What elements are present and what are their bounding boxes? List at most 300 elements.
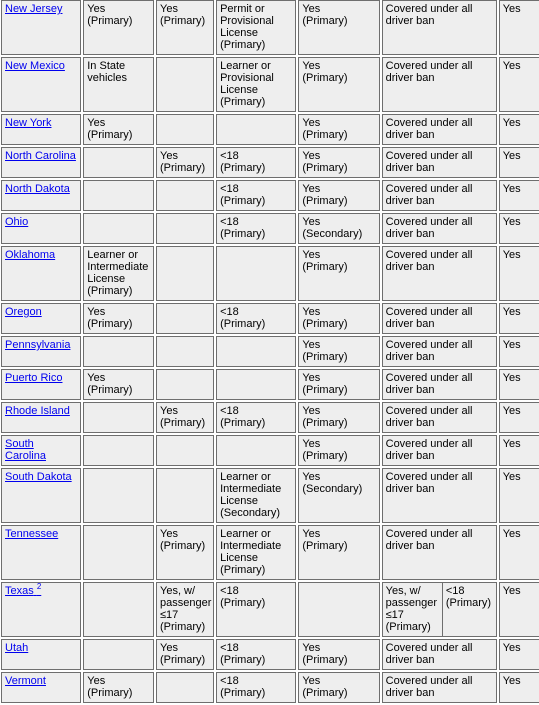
law-cell: [83, 582, 154, 637]
cell-line: Provisional: [220, 15, 274, 27]
law-cell: [382, 435, 497, 466]
cell-line: (Primary): [385, 621, 431, 633]
state-name: Puerto Rico: [5, 372, 63, 384]
cell-line: Yes: [160, 528, 178, 540]
law-cell: [382, 525, 497, 580]
law-cell: [83, 525, 154, 580]
law-cell: [216, 147, 296, 178]
cell-line: License: [220, 84, 258, 96]
cell-line: (Primary): [302, 540, 348, 552]
law-cell: [156, 180, 214, 211]
law-cell: [298, 0, 379, 55]
table-row: [1, 0, 539, 55]
state-cell: [1, 672, 81, 703]
state-name: North Dakota: [5, 183, 70, 195]
cell-line: Permit or: [220, 3, 265, 15]
state-link[interactable]: [5, 216, 28, 228]
cell-line: (Primary): [220, 654, 266, 666]
cell-line: License: [87, 273, 126, 285]
cell-line: (Primary): [220, 195, 266, 207]
law-cell: [156, 336, 214, 367]
state-cell: [1, 114, 81, 145]
law-cell: [83, 672, 154, 703]
cell-line: (Primary): [87, 687, 133, 699]
cell-line: Yes: [502, 471, 521, 483]
state-name: Oregon: [5, 306, 42, 318]
law-cell: [156, 672, 214, 703]
law-cell: [216, 0, 296, 55]
cell-line: Yes: [302, 372, 321, 384]
law-cell: [499, 180, 539, 211]
law-cell: [382, 468, 497, 523]
law-cell: [499, 435, 539, 466]
table-row: [1, 180, 539, 211]
cell-line: Yes: [302, 117, 321, 129]
state-cell: [1, 303, 81, 334]
law-cell: [298, 114, 379, 145]
cell-line: (Primary): [160, 654, 206, 666]
table-row: [1, 639, 539, 670]
cell-line: <18: [220, 585, 239, 597]
law-cell: [216, 468, 296, 523]
cell-line: Yes: [502, 372, 521, 384]
law-cell: [298, 246, 379, 301]
state-cell: [1, 180, 81, 211]
law-cell: [382, 639, 497, 670]
cell-line: Yes: [502, 3, 521, 15]
cell-line: Yes: [87, 306, 106, 318]
cell-line: (Primary): [302, 162, 348, 174]
cell-line: (Primary): [87, 384, 133, 396]
cell-line: Yes: [302, 306, 321, 318]
state-cell: [1, 525, 81, 580]
law-cell: [216, 582, 296, 637]
cell-line: driver ban: [385, 228, 435, 240]
law-cell: [156, 213, 214, 244]
law-cell: [156, 468, 214, 523]
law-cell: [499, 639, 539, 670]
law-cell: [83, 147, 154, 178]
law-cell: [83, 213, 154, 244]
law-cell: [382, 672, 497, 703]
table-row: [1, 336, 539, 367]
law-cell: [83, 246, 154, 301]
law-cell: [499, 402, 539, 433]
law-cell: [382, 336, 497, 367]
cell-line: Covered under all: [385, 183, 473, 195]
cell-line: vehicles: [87, 72, 127, 84]
law-cell: [156, 0, 214, 55]
law-cell: [499, 147, 539, 178]
law-cell: [382, 246, 497, 301]
cell-line: Yes: [502, 216, 521, 228]
cell-line: (Primary): [302, 261, 348, 273]
cell-line: (Primary): [160, 15, 206, 27]
table-row: [1, 147, 539, 178]
table-row: [1, 402, 539, 433]
law-cell: [156, 57, 214, 112]
cell-line: (Primary): [220, 162, 266, 174]
state-name: North Carolina: [5, 150, 76, 162]
cell-line: Yes: [502, 117, 521, 129]
law-cell: [216, 57, 296, 112]
cell-line: (Primary): [160, 417, 206, 429]
state-cell: [1, 435, 81, 466]
law-cell: [83, 435, 154, 466]
cell-line: <18: [220, 675, 239, 687]
cell-line: (Primary): [220, 318, 266, 330]
law-cell: [216, 114, 296, 145]
cell-line: Covered under all: [385, 471, 473, 483]
cell-line: passenger: [160, 597, 212, 609]
state-link[interactable]: [5, 405, 70, 417]
cell-line: Covered under all: [385, 150, 473, 162]
cell-line: (Primary): [302, 687, 348, 699]
law-cell: [83, 639, 154, 670]
state-cell: [1, 468, 81, 523]
cell-line: Yes: [302, 405, 321, 417]
cell-line: Yes: [302, 642, 321, 654]
law-cell: [499, 246, 539, 301]
cell-line: (Primary): [87, 129, 133, 141]
cell-line: Yes: [302, 528, 321, 540]
cell-line: Yes: [302, 150, 321, 162]
law-cell: [298, 336, 379, 367]
law-cell: [499, 213, 539, 244]
state-name: Tennessee: [5, 528, 59, 540]
law-cell: [382, 0, 497, 55]
state-link[interactable]: [5, 249, 55, 261]
cell-line: Yes: [302, 471, 321, 483]
cell-line: Covered under all: [385, 216, 473, 228]
cell-line: Yes: [302, 183, 321, 195]
law-cell: [83, 369, 154, 400]
cell-line: <18: [220, 405, 239, 417]
cell-line: License: [220, 552, 258, 564]
cell-line: Learner or: [220, 471, 271, 483]
cell-line: <18: [220, 183, 239, 195]
cell-line: Covered under all: [385, 675, 473, 687]
cell-line: (Primary): [302, 129, 348, 141]
cell-line: Yes: [87, 3, 106, 15]
state-name: Utah: [5, 642, 29, 654]
law-cell: [83, 402, 154, 433]
cell-line: Yes: [160, 642, 178, 654]
law-cell: [156, 402, 214, 433]
law-cell: [298, 468, 379, 523]
cell-line: Yes: [502, 150, 521, 162]
cell-line: Covered under all: [385, 438, 473, 450]
state-cell: [1, 57, 81, 112]
state-link[interactable]: [5, 642, 28, 654]
law-cell: [156, 369, 214, 400]
state-name: South Carolina: [5, 438, 46, 462]
law-cell: [499, 0, 539, 55]
cell-line: driver ban: [385, 195, 435, 207]
cell-line: (Primary): [220, 96, 266, 108]
cell-line: (Primary): [160, 162, 206, 174]
table-row: [1, 246, 539, 301]
cell-line: Covered under all: [385, 642, 473, 654]
cell-line: (Primary): [220, 228, 266, 240]
law-cell: [83, 180, 154, 211]
cell-line: Yes: [502, 438, 521, 450]
law-cell: [83, 57, 154, 112]
state-link[interactable]: [5, 528, 58, 540]
law-cell: [216, 246, 296, 301]
cell-line: Yes: [302, 339, 321, 351]
state-cell: [1, 369, 81, 400]
cell-line: Covered under all: [385, 249, 473, 261]
cell-line: driver ban: [385, 384, 435, 396]
law-cell: [382, 147, 497, 178]
cell-line: driver ban: [385, 540, 435, 552]
cell-line: <18: [220, 216, 239, 228]
law-cell: [156, 435, 214, 466]
cell-line: (Secondary): [302, 228, 363, 240]
cell-line: driver ban: [385, 72, 435, 84]
cell-line: Covered under all: [385, 528, 473, 540]
cell-line: (Secondary): [302, 483, 363, 495]
state-link[interactable]: [5, 675, 46, 687]
law-cell: [83, 468, 154, 523]
cell-line: Yes, w/: [160, 585, 196, 597]
law-cell: [382, 369, 497, 400]
state-cell: [1, 336, 81, 367]
cell-line: Yes: [160, 3, 178, 15]
cell-line: driver ban: [385, 450, 435, 462]
law-cell: [156, 582, 214, 637]
law-cell: [382, 303, 497, 334]
cell-line: (Primary): [160, 621, 206, 633]
law-cell: [382, 402, 497, 433]
state-name: Vermont: [5, 675, 46, 687]
cell-line: (Primary): [302, 72, 348, 84]
law-cell: [83, 336, 154, 367]
cell-line: Yes: [502, 675, 521, 687]
law-cell: [298, 213, 379, 244]
state-link[interactable]: [5, 117, 51, 129]
cell-line: Yes, w/: [385, 585, 421, 597]
state-cell: [1, 147, 81, 178]
table-row: [1, 582, 539, 637]
cell-line: Yes: [502, 528, 521, 540]
cell-line: driver ban: [385, 162, 435, 174]
law-cell: [298, 303, 379, 334]
law-cell: [499, 369, 539, 400]
state-name: New Mexico: [5, 60, 65, 72]
cell-line: License: [220, 495, 258, 507]
law-cell: [499, 525, 539, 580]
cell-line: driver ban: [385, 687, 435, 699]
law-cell: [499, 672, 539, 703]
cell-line: Intermediate: [87, 261, 149, 273]
law-cell: [216, 213, 296, 244]
cell-line: ≤17: [385, 609, 404, 621]
cell-line: Covered under all: [385, 339, 473, 351]
table-row: [1, 672, 539, 703]
table-row: [1, 525, 539, 580]
law-cell: [382, 114, 497, 145]
footnote-ref[interactable]: 2: [36, 582, 42, 591]
cell-line: <18: [445, 585, 465, 597]
cell-line: (Primary): [220, 597, 266, 609]
cell-line: Yes: [302, 438, 321, 450]
cell-line: Yes: [160, 150, 178, 162]
table-body: [1, 0, 539, 703]
law-cell: [382, 213, 497, 244]
law-cell: [499, 303, 539, 334]
cell-line: Covered under all: [385, 3, 473, 15]
cell-line: Yes: [502, 339, 521, 351]
cell-line: <18: [220, 150, 239, 162]
law-cell: [216, 435, 296, 466]
cell-line: Covered under all: [385, 117, 473, 129]
state-cell: [1, 639, 81, 670]
state-name: Rhode Island: [5, 405, 70, 417]
cell-line: Learner or: [87, 249, 139, 261]
state-link[interactable]: [5, 183, 70, 195]
cell-line: (Primary): [302, 15, 348, 27]
cell-line: driver ban: [385, 483, 435, 495]
cell-line: (Primary): [302, 384, 348, 396]
cell-line: Yes: [502, 642, 521, 654]
cell-line: Yes: [160, 405, 178, 417]
cell-line: Covered under all: [385, 60, 473, 72]
cell-line: Intermediate: [220, 540, 282, 552]
cell-line: (Primary): [220, 39, 266, 51]
state-link[interactable]: [5, 150, 76, 162]
law-cell: [156, 639, 214, 670]
cell-line: (Primary): [160, 540, 206, 552]
state-link[interactable]: [5, 471, 72, 483]
cell-line: Yes: [502, 183, 521, 195]
law-cell: [298, 639, 379, 670]
law-cell: [298, 435, 379, 466]
cell-line: (Primary): [302, 654, 348, 666]
law-cell: [499, 336, 539, 367]
law-cell: [216, 672, 296, 703]
state-cell: [1, 0, 81, 55]
cell-line: (Primary): [220, 417, 266, 429]
table-row: [1, 435, 539, 466]
law-cell: [156, 147, 214, 178]
table-row: [1, 114, 539, 145]
law-cell: [216, 303, 296, 334]
law-cell: [382, 180, 497, 211]
state-name: Texas: [5, 585, 34, 597]
state-link[interactable]: [5, 438, 46, 462]
table-row: [1, 57, 539, 112]
state-name: New York: [5, 117, 52, 129]
law-cell: [298, 525, 379, 580]
state-cell: [1, 402, 81, 433]
law-cell: [216, 402, 296, 433]
cell-line: (Primary): [302, 450, 348, 462]
cell-line: Yes: [302, 60, 321, 72]
cell-line: (Primary): [87, 285, 133, 297]
law-cell: [298, 582, 379, 637]
cell-line: Yes: [502, 585, 521, 597]
cell-line: (Primary): [87, 15, 133, 27]
law-cell: [298, 672, 379, 703]
law-cell: [298, 402, 379, 433]
cell-line: (Primary): [302, 318, 348, 330]
cell-line: Yes: [302, 3, 321, 15]
cell-line: In State: [87, 60, 126, 72]
state-name: New Jersey: [5, 3, 63, 15]
cell-line: driver ban: [385, 654, 435, 666]
law-cell: [156, 303, 214, 334]
cell-line: Learner or: [220, 528, 271, 540]
cell-line: passenger: [385, 597, 437, 609]
split-left: [383, 583, 443, 636]
state-link[interactable]: [5, 60, 65, 72]
cell-line: <18: [220, 306, 239, 318]
cell-line: driver ban: [385, 417, 435, 429]
cell-line: (Secondary): [220, 507, 280, 519]
cell-line: Covered under all: [385, 372, 473, 384]
law-cell: [216, 336, 296, 367]
cell-line: driver ban: [385, 261, 435, 273]
cell-line: Yes: [302, 675, 321, 687]
split-subtable: [383, 583, 496, 636]
cell-line: (Primary): [220, 687, 266, 699]
cell-line: Yes: [502, 60, 521, 72]
law-cell: [83, 0, 154, 55]
law-cell: [298, 180, 379, 211]
split-right: [443, 583, 496, 636]
law-cell: [156, 114, 214, 145]
law-cell: [216, 180, 296, 211]
cell-line: Intermediate: [220, 483, 282, 495]
cell-line: Yes: [87, 372, 106, 384]
law-cell: [298, 57, 379, 112]
law-cell: [499, 57, 539, 112]
table-row: [1, 468, 539, 523]
law-cell: [499, 114, 539, 145]
cell-line: Covered under all: [385, 306, 473, 318]
cell-line: ≤17: [160, 609, 179, 621]
cell-line: Yes: [302, 216, 321, 228]
cell-line: (Primary): [220, 564, 266, 576]
law-cell: [216, 369, 296, 400]
cell-line: Learner or: [220, 60, 271, 72]
cell-line: (Primary): [302, 417, 348, 429]
law-cell: [298, 147, 379, 178]
state-link[interactable]: [5, 3, 62, 15]
state-name: South Dakota: [5, 471, 72, 483]
cell-line: (Primary): [302, 195, 348, 207]
table-row: [1, 369, 539, 400]
law-cell: [156, 525, 214, 580]
state-cell: [1, 213, 81, 244]
cell-line: License: [220, 27, 258, 39]
state-link[interactable]: [5, 582, 42, 597]
cell-line: Yes: [502, 405, 521, 417]
law-cell: [298, 369, 379, 400]
state-cell: [1, 246, 81, 301]
cell-line: Yes: [87, 675, 106, 687]
state-cell: [1, 582, 81, 637]
state-link[interactable]: [5, 372, 62, 384]
law-cell: [499, 468, 539, 523]
state-link[interactable]: [5, 306, 42, 318]
cell-line: (Primary): [302, 351, 348, 363]
state-link[interactable]: [5, 339, 70, 351]
cell-line: Yes: [302, 249, 321, 261]
table-row: [1, 213, 539, 244]
